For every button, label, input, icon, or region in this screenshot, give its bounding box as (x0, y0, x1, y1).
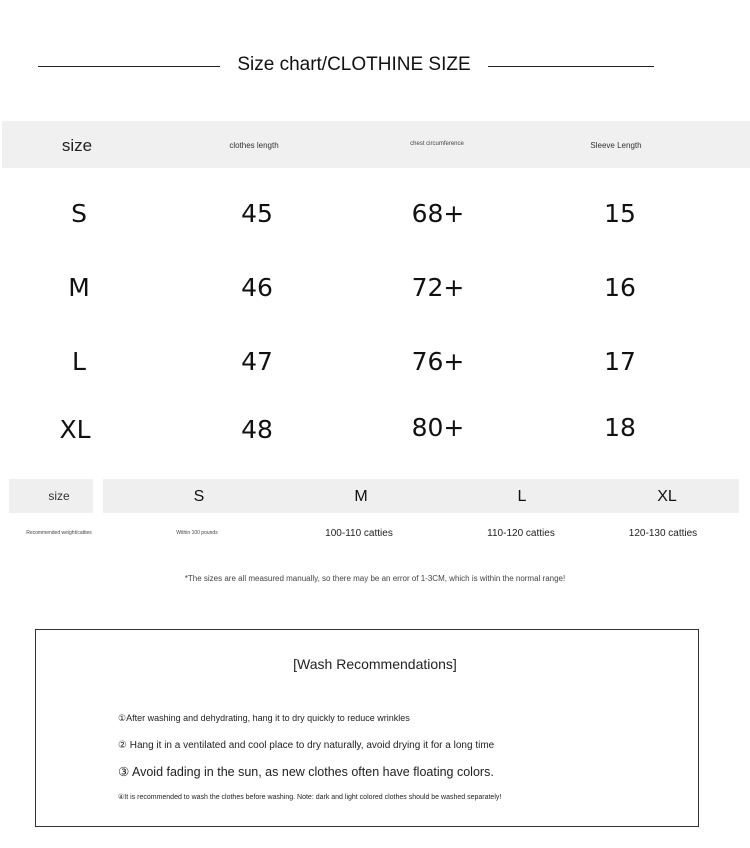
wash-item: ② Hang it in a ventilated and cool place to dry naturally, avoid drying it for a long time (118, 740, 495, 751)
wash-item: ④It is recommended to wash the clothes before washing. Note: dark and light colored clothes should be washed separately! (118, 794, 502, 801)
wash-item: ①After washing and dehydrating, hang it to dry quickly to reduce wrinkles (118, 713, 410, 723)
weight-value-m: 100-110 catties (325, 528, 393, 539)
weight-value-l: 110-120 catties (487, 528, 555, 539)
table-cell: L (72, 347, 86, 376)
table-cell: 80+ (411, 413, 465, 442)
measurement-note: *The sizes are all measured manually, so there may be an error of 1-3CM, which is within the normal range! (184, 574, 566, 583)
table-cell: S (71, 199, 87, 228)
weight-header-size: size (48, 489, 70, 503)
weight-header-l: L (517, 488, 527, 505)
title-rule-left (38, 66, 220, 67)
table-cell: 72+ (411, 273, 465, 302)
table-cell: 17 (604, 347, 636, 376)
weight-row-label: Recommended weight/catties (26, 530, 92, 536)
page-title: Size chart/CLOTHINE SIZE (237, 54, 471, 75)
header-sleeve-length: Sleeve Length (590, 141, 642, 150)
table-cell: 46 (241, 273, 273, 302)
wash-item: ③ Avoid fading in the sun, as new clothes often have floating colors. (118, 765, 494, 779)
weight-header-xl: XL (657, 488, 677, 505)
weight-value-xl: 120-130 catties (628, 528, 698, 539)
table-cell: 18 (604, 413, 636, 442)
wash-title: [Wash Recommendations] (293, 656, 457, 672)
header-size: size (61, 136, 93, 155)
weight-value-s: Within 100 pounds (176, 530, 218, 536)
table-cell: 15 (604, 199, 636, 228)
table-cell: 45 (241, 199, 273, 228)
header-clothes-length: clothes length (229, 141, 279, 150)
table-cell: XL (59, 415, 91, 444)
table-cell: 68+ (411, 199, 465, 228)
weight-header-s: S (193, 488, 205, 505)
weight-header-m: M (354, 488, 368, 505)
table-cell: 16 (604, 273, 636, 302)
table-cell: M (68, 273, 90, 302)
header-chest-circumference: chest circumference (410, 141, 464, 147)
title-rule-right (488, 66, 654, 67)
table-cell: 48 (241, 415, 273, 444)
table-cell: 76+ (411, 347, 465, 376)
table-cell: 47 (241, 347, 273, 376)
